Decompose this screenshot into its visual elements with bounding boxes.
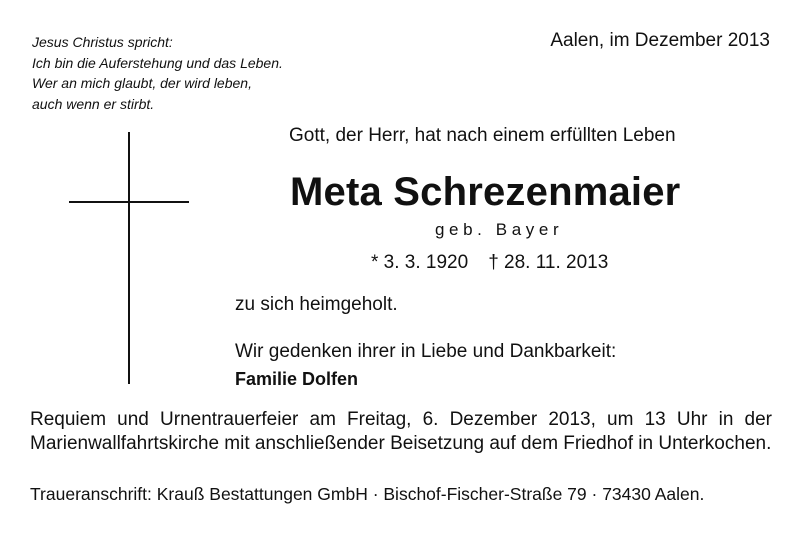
intro-text: Gott, der Herr, hat nach einem erfüllten Leben [289, 125, 676, 146]
bible-verse [32, 32, 283, 114]
mourning-address: Traueranschrift: Krauß Bestattungen GmbH · Bischof-Fischer-Straße 79 · 73430 Aalen. [30, 484, 705, 504]
cross-vertical-bar [128, 132, 130, 384]
verse-line: auch wenn er stirbt. [32, 95, 155, 112]
deceased-name: Meta Schrezenmaier [290, 170, 681, 214]
birth-date: * 3. 3. 1920 [371, 252, 469, 273]
life-dates [371, 251, 608, 275]
verse-line: Jesus Christus spricht: [32, 34, 173, 50]
death-date: † 28. 11. 2013 [488, 252, 609, 273]
remembrance-text: Wir gedenken ihrer in Liebe und Dankbarkeit: [235, 341, 617, 362]
verse-line: Ich bin die Auferstehung und das Leben. [32, 54, 283, 71]
place-and-date: Aalen, im Dezember 2013 [550, 30, 770, 51]
taken-home-text: zu sich heimgeholt. [235, 294, 398, 315]
maiden-name: geb. Bayer [435, 220, 564, 239]
service-information: Requiem und Urnentrauerfeier am Freitag, 6. Dezember 2013, um 13 Uhr in der Marienwallfahrtskirche mit anschließender Beisetzung auf dem Friedhof in Unterkochen. [30, 409, 772, 454]
verse-line: Wer an mich glaubt, der wird leben, [32, 75, 252, 91]
cross-horizontal-bar [69, 201, 189, 203]
family-signature: Familie Dolfen [235, 369, 359, 389]
